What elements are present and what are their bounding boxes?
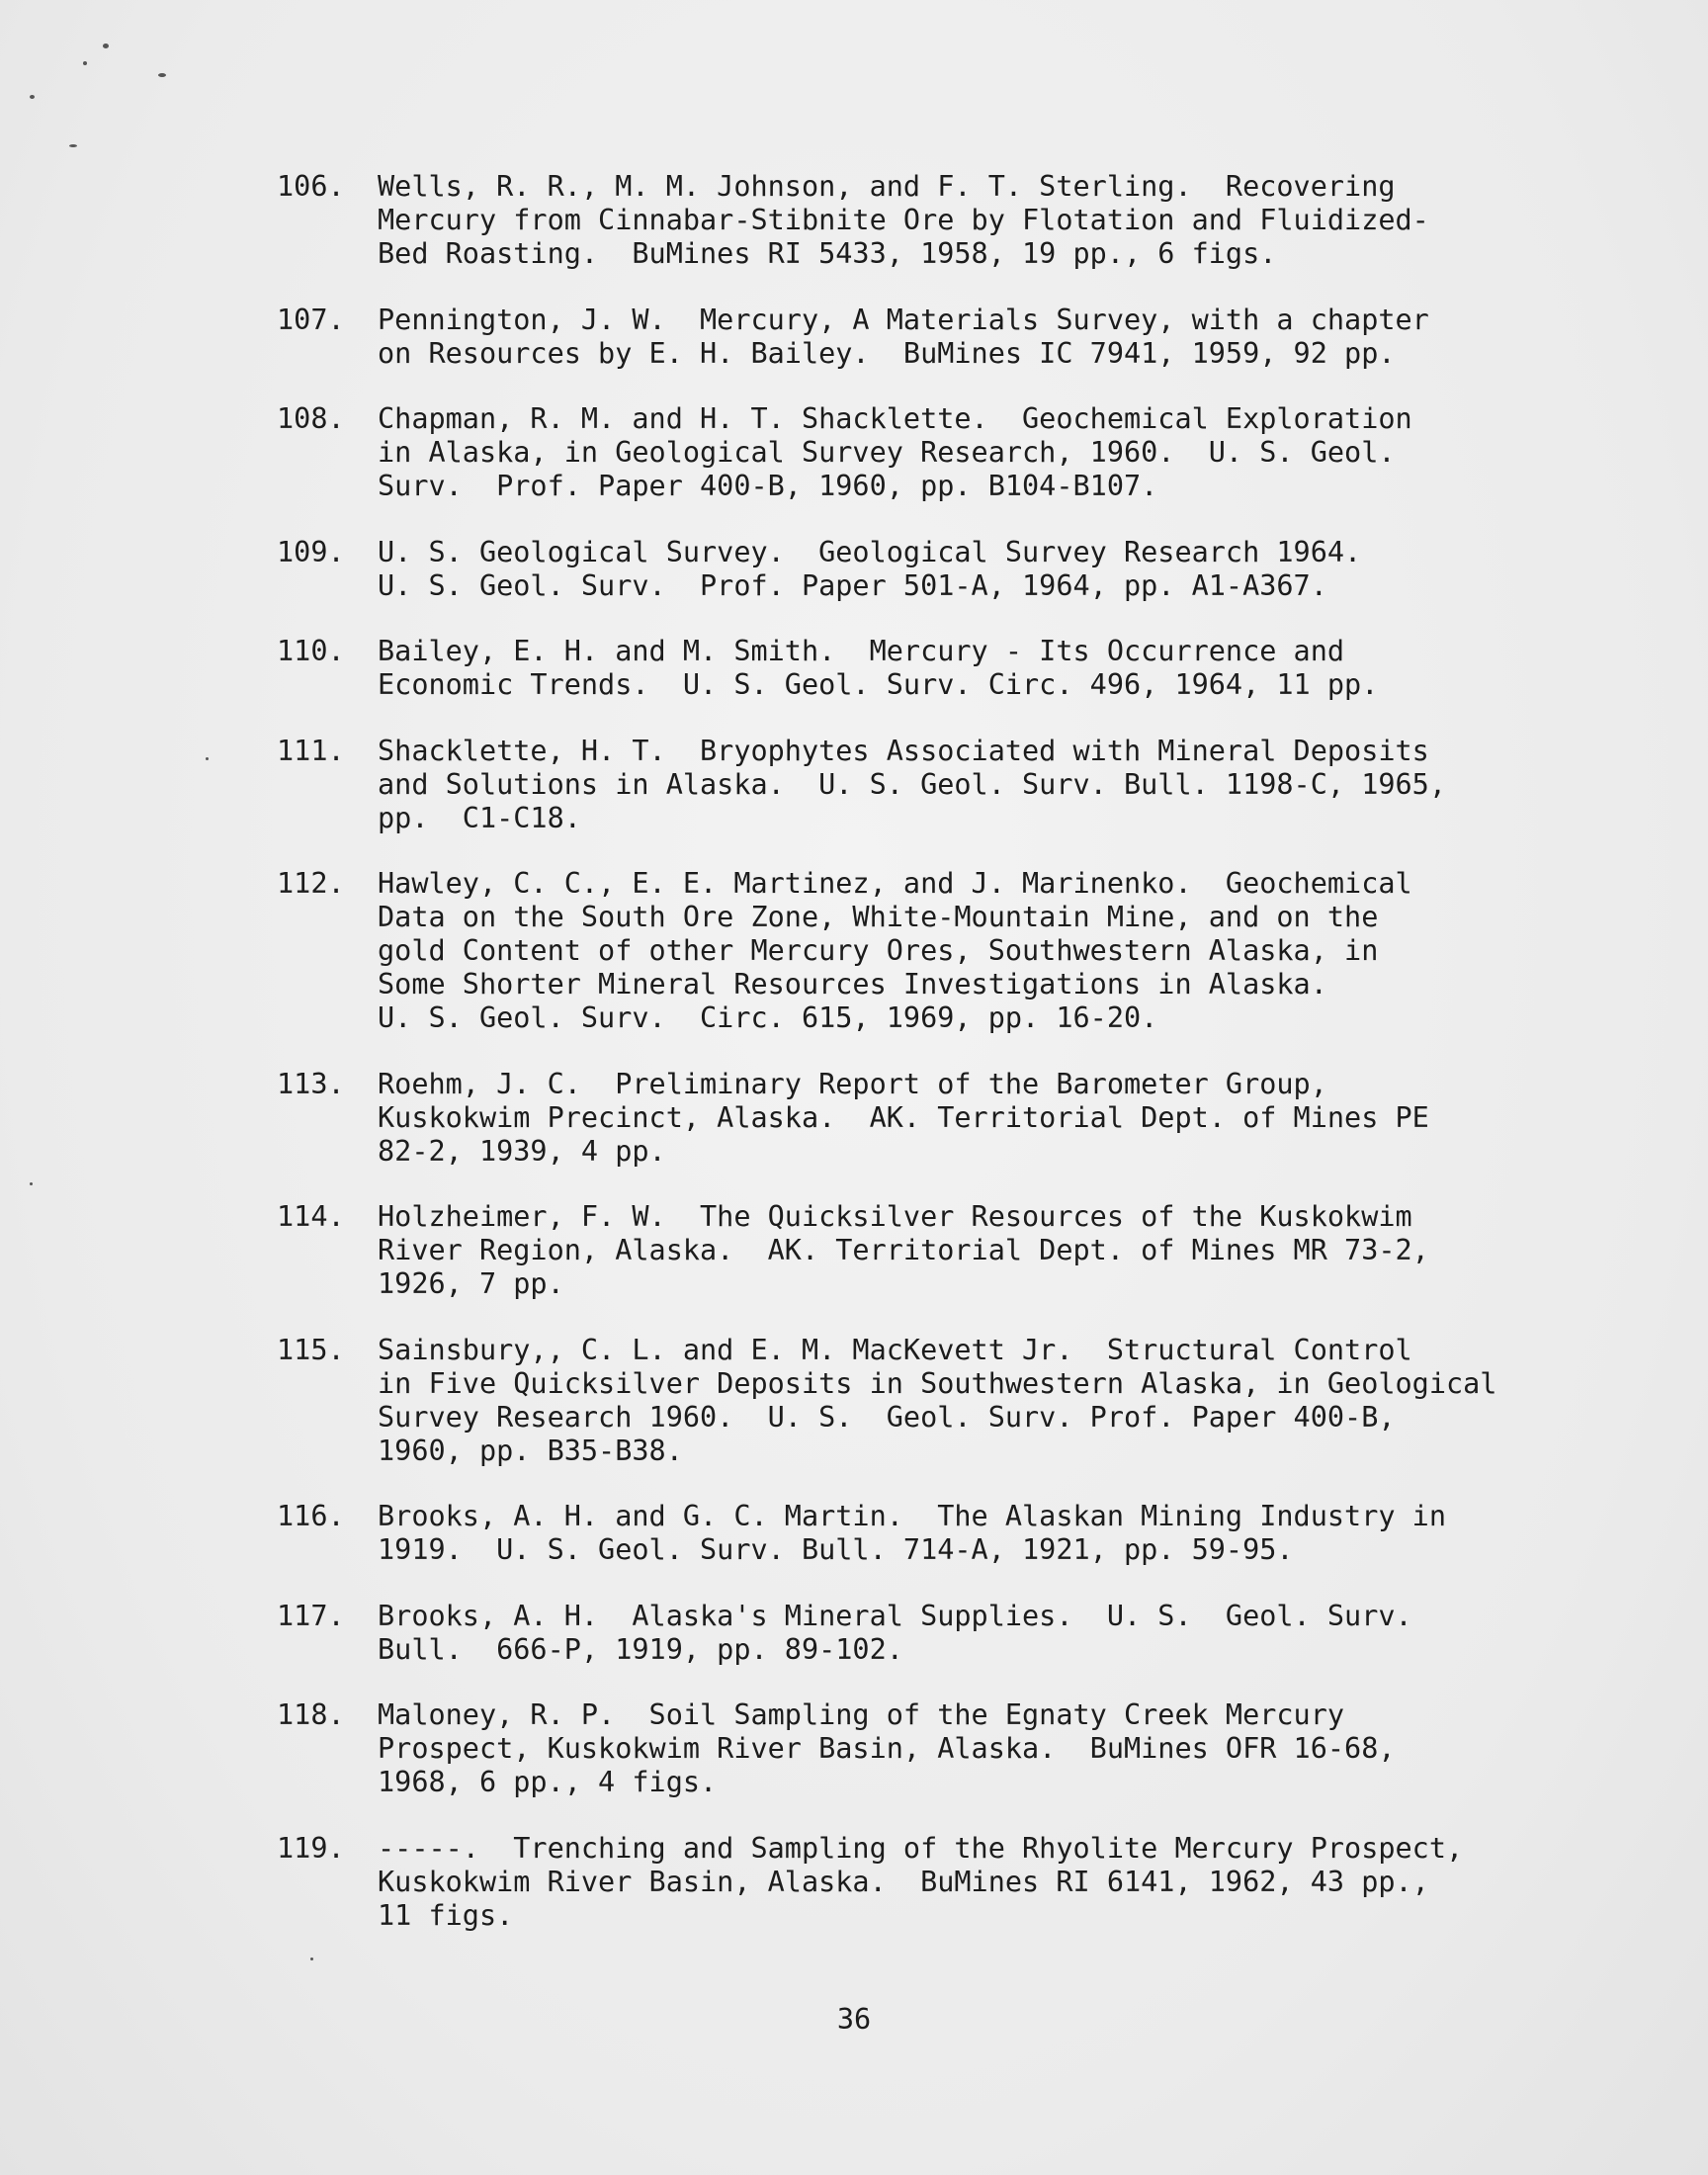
reference-number: 107. <box>277 303 345 336</box>
reference-line: in Five Quicksilver Deposits in Southwestern Alaska, in Geological <box>378 1366 1497 1400</box>
reference-number: 119. <box>277 1831 345 1865</box>
reference-line: Bailey, E. H. and M. Smith. Mercury - Its Occurrence and <box>378 635 1345 667</box>
reference-entry <box>277 735 1502 835</box>
reference-entry <box>277 1500 1502 1567</box>
reference-text <box>378 1334 1502 1468</box>
reference-text <box>378 1832 1502 1933</box>
scan-speck <box>30 1182 33 1185</box>
reference-line: 1960, pp. B35-B38. <box>378 1434 683 1467</box>
reference-line: 1919. U. S. Geol. Surv. Bull. 714-A, 1921, pp. 59-95. <box>378 1533 1294 1566</box>
reference-entry <box>277 1698 1502 1799</box>
reference-text <box>378 735 1502 835</box>
reference-number: 113. <box>277 1067 345 1100</box>
reference-list <box>277 170 1502 1964</box>
reference-line: Some Shorter Mineral Resources Investigations in Alaska. <box>378 968 1327 1000</box>
reference-entry <box>277 1068 1502 1169</box>
reference-text <box>378 536 1502 603</box>
reference-text <box>378 1200 1502 1301</box>
reference-text <box>378 304 1502 371</box>
reference-line: and Solutions in Alaska. U. S. Geol. Surv. Bull. 1198-C, 1965, <box>378 767 1446 801</box>
reference-number: 109. <box>277 535 345 568</box>
reference-text <box>378 867 1502 1035</box>
reference-line: Economic Trends. U. S. Geol. Surv. Circ. 496, 1964, 11 pp. <box>378 668 1379 701</box>
reference-line: U. S. Geol. Surv. Prof. Paper 501-A, 1964, pp. A1-A367. <box>378 568 1327 602</box>
reference-text <box>378 402 1502 503</box>
reference-entry <box>277 1200 1502 1301</box>
reference-number: 116. <box>277 1500 345 1532</box>
scan-speck <box>30 95 35 99</box>
reference-line: Holzheimer, F. W. The Quicksilver Resources of the Kuskokwim <box>378 1200 1412 1233</box>
reference-line: Bed Roasting. BuMines RI 5433, 1958, 19 pp., 6 figs. <box>378 237 1277 270</box>
reference-number: 106. <box>277 170 345 203</box>
reference-line: Wells, R. R., M. M. Johnson, and F. T. Sterling. Recovering <box>378 170 1396 203</box>
reference-number: 110. <box>277 635 345 667</box>
reference-line: Maloney, R. P. Soil Sampling of the Egnaty Creek Mercury <box>378 1698 1345 1731</box>
reference-line: Bull. 666-P, 1919, pp. 89-102. <box>378 1632 903 1666</box>
reference-text <box>378 1500 1502 1567</box>
reference-entry <box>277 170 1502 271</box>
reference-line: Roehm, J. C. Preliminary Report of the Barometer Group, <box>378 1067 1327 1100</box>
reference-line: River Region, Alaska. AK. Territorial Dept. of Mines MR 73-2, <box>378 1234 1429 1266</box>
page-number: 36 <box>836 2003 872 2036</box>
reference-number: 118. <box>277 1698 345 1731</box>
reference-text <box>378 635 1502 702</box>
reference-line: Data on the South Ore Zone, White-Mountain Mine, and on the <box>378 901 1379 933</box>
reference-entry <box>277 867 1502 1035</box>
reference-line: Sainsbury,, C. L. and E. M. MacKevett Jr. Structural Control <box>378 1333 1412 1366</box>
reference-number: 112. <box>277 867 345 900</box>
reference-line: U. S. Geological Survey. Geological Survey Research 1964. <box>378 535 1362 568</box>
reference-line: Kuskokwim Precinct, Alaska. AK. Territorial Dept. of Mines PE <box>378 1100 1429 1134</box>
reference-line: Shacklette, H. T. Bryophytes Associated with Mineral Deposits <box>378 734 1429 767</box>
scan-speck <box>69 144 77 147</box>
reference-number: 117. <box>277 1599 345 1632</box>
reference-line: gold Content of other Mercury Ores, Southwestern Alaska, in <box>378 934 1379 967</box>
reference-entry <box>277 1334 1502 1468</box>
reference-text <box>378 1068 1502 1169</box>
scan-speck <box>83 61 87 65</box>
reference-line: Prospect, Kuskokwim River Basin, Alaska. BuMines OFR 16-68, <box>378 1732 1396 1765</box>
reference-entry <box>277 1600 1502 1667</box>
reference-line: in Alaska, in Geological Survey Research, 1960. U. S. Geol. <box>378 436 1396 469</box>
reference-line: 11 figs. <box>378 1898 514 1932</box>
reference-line: on Resources by E. H. Bailey. BuMines IC 7941, 1959, 92 pp. <box>378 336 1396 370</box>
reference-line: Brooks, A. H. and G. C. Martin. The Alaskan Mining Industry in <box>378 1500 1446 1532</box>
reference-line: Mercury from Cinnabar-Stibnite Ore by Flotation and Fluidized- <box>378 204 1429 236</box>
reference-line: Kuskokwim River Basin, Alaska. BuMines RI 6141, 1962, 43 pp., <box>378 1865 1429 1898</box>
reference-entry <box>277 304 1502 371</box>
reference-line: 1926, 7 pp. <box>378 1267 564 1300</box>
reference-entry <box>277 1832 1502 1933</box>
scan-speck <box>206 757 209 760</box>
reference-number: 111. <box>277 734 345 767</box>
reference-entry <box>277 635 1502 702</box>
reference-line: Chapman, R. M. and H. T. Shacklette. Geochemical Exploration <box>378 402 1412 435</box>
reference-number: 115. <box>277 1333 345 1366</box>
reference-text <box>378 1600 1502 1667</box>
reference-line: U. S. Geol. Surv. Circ. 615, 1969, pp. 16-20. <box>378 1001 1158 1034</box>
reference-line: Surv. Prof. Paper 400-B, 1960, pp. B104-B107. <box>378 470 1158 502</box>
reference-text <box>378 170 1502 271</box>
reference-line: Pennington, J. W. Mercury, A Materials Survey, with a chapter <box>378 303 1429 336</box>
reference-entry <box>277 536 1502 603</box>
reference-number: 108. <box>277 402 345 435</box>
reference-line: Brooks, A. H. Alaska's Mineral Supplies. U. S. Geol. Surv. <box>378 1599 1412 1632</box>
scan-speck <box>158 73 166 77</box>
scan-speck <box>103 44 109 48</box>
reference-text <box>378 1698 1502 1799</box>
reference-line: 1968, 6 pp., 4 figs. <box>378 1766 718 1798</box>
reference-line: -----. Trenching and Sampling of the Rhyolite Mercury Prospect, <box>378 1831 1464 1865</box>
reference-line: Survey Research 1960. U. S. Geol. Surv. Prof. Paper 400-B, <box>378 1400 1396 1434</box>
reference-number: 114. <box>277 1200 345 1233</box>
reference-line: Hawley, C. C., E. E. Martinez, and J. Marinenko. Geochemical <box>378 867 1412 900</box>
reference-entry <box>277 402 1502 503</box>
reference-line: 82-2, 1939, 4 pp. <box>378 1134 666 1168</box>
reference-line: pp. C1-C18. <box>378 801 581 834</box>
